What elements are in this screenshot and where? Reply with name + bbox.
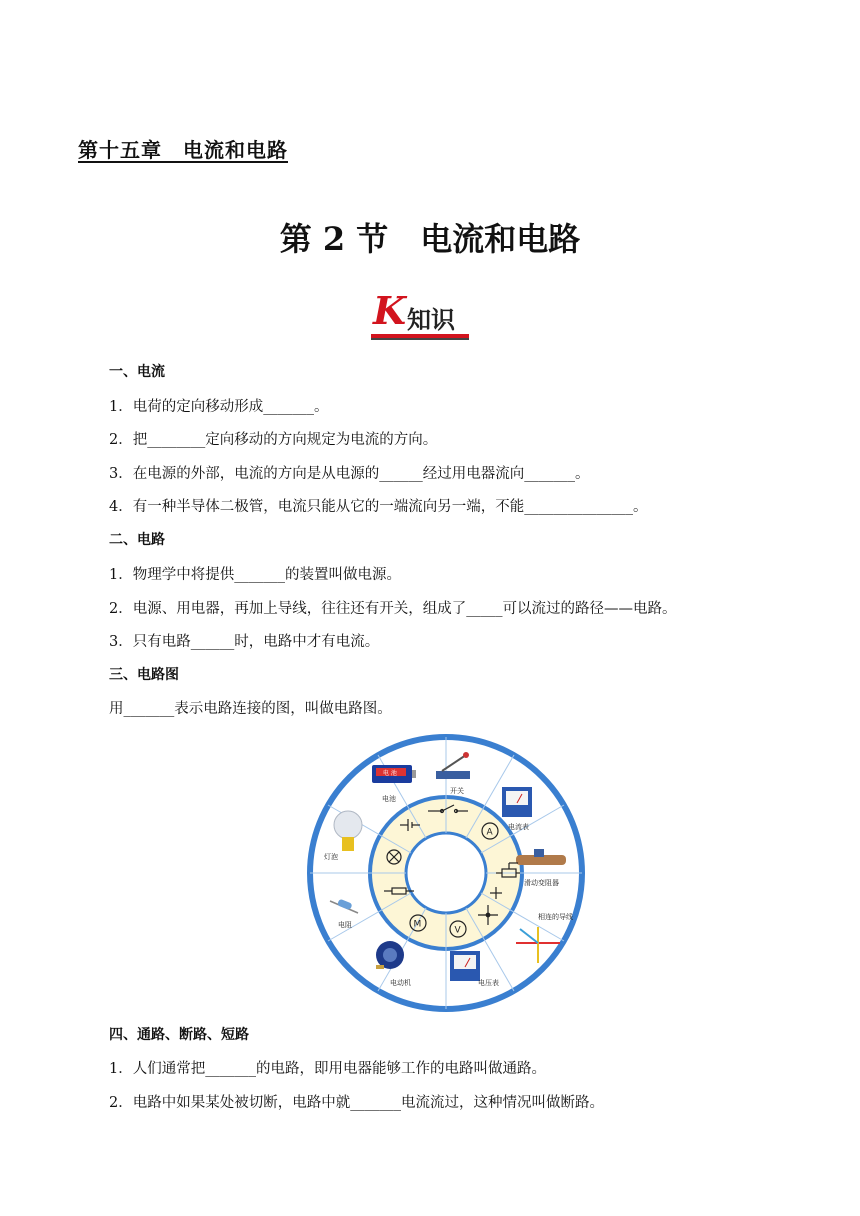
question-line: 4．有一种半导体二极管，电流只能从它的一端流向另一端，不能_______________。 <box>109 499 648 515</box>
section-heading-circuit-diagram: 三、电路图 <box>109 667 179 683</box>
chapter-title: 第十五章 电流和电路 <box>78 138 288 162</box>
label-resistor: 电阻 <box>338 921 352 929</box>
circuit-symbols-wheel <box>306 733 586 1013</box>
section-heading-current: 一、电流 <box>109 364 165 380</box>
label-motor: 电动机 <box>390 979 411 987</box>
badge-underline-shadow <box>371 338 469 340</box>
question-line: 1．人们通常把_______的电路，即用电器能够工作的电路叫做通路。 <box>109 1061 546 1077</box>
label-voltmeter: 电压表 <box>478 979 499 987</box>
question-line: 2．电路中如果某处被切断，电路中就_______电流流过，这种情况叫做断路。 <box>109 1095 604 1111</box>
motor-picture <box>376 941 404 969</box>
knowledge-badge <box>371 290 471 342</box>
label-ammeter: 电流表 <box>508 823 529 831</box>
battery-text: 电 池 <box>383 770 397 777</box>
ammeter-symbol-letter: A <box>486 827 493 838</box>
question-line: 1．物理学中将提供_______的装置叫做电源。 <box>109 567 401 583</box>
section-heading-circuit: 二、电路 <box>109 532 165 548</box>
question-line: 1．电荷的定向移动形成_______。 <box>109 399 329 415</box>
voltmeter-picture <box>450 951 480 981</box>
battery-picture <box>372 765 416 783</box>
question-line: 用_______表示电路连接的图，叫做电路图。 <box>109 701 392 717</box>
question-line: 2．电源、用电器，再加上导线，往往还有开关，组成了_____可以流过的路径——电路。 <box>109 601 677 617</box>
label-switch: 开关 <box>450 787 464 795</box>
label-battery: 电池 <box>382 795 396 803</box>
ammeter-picture <box>502 787 532 817</box>
voltmeter-symbol-letter: V <box>454 925 461 936</box>
question-line: 3．在电源的外部，电流的方向是从电源的______经过用电器流向_______。 <box>109 466 590 482</box>
section-title: 第 2 节 电流和电路 <box>279 220 581 258</box>
wheel-inner-hub <box>406 833 486 913</box>
question-line: 3．只有电路______时，电路中才有电流。 <box>109 634 380 650</box>
badge-letter: K <box>373 288 407 333</box>
label-bulb: 灯泡 <box>324 853 338 861</box>
section-heading-circuit-states: 四、通路、断路、短路 <box>109 1027 249 1043</box>
badge-text: 知识 <box>407 306 455 334</box>
question-line: 2．把________定向移动的方向规定为电流的方向。 <box>109 432 438 448</box>
label-wires: 相连的导线 <box>538 913 573 921</box>
motor-symbol-letter: M <box>413 919 422 930</box>
label-rheostat: 滑动变阻器 <box>524 879 559 887</box>
